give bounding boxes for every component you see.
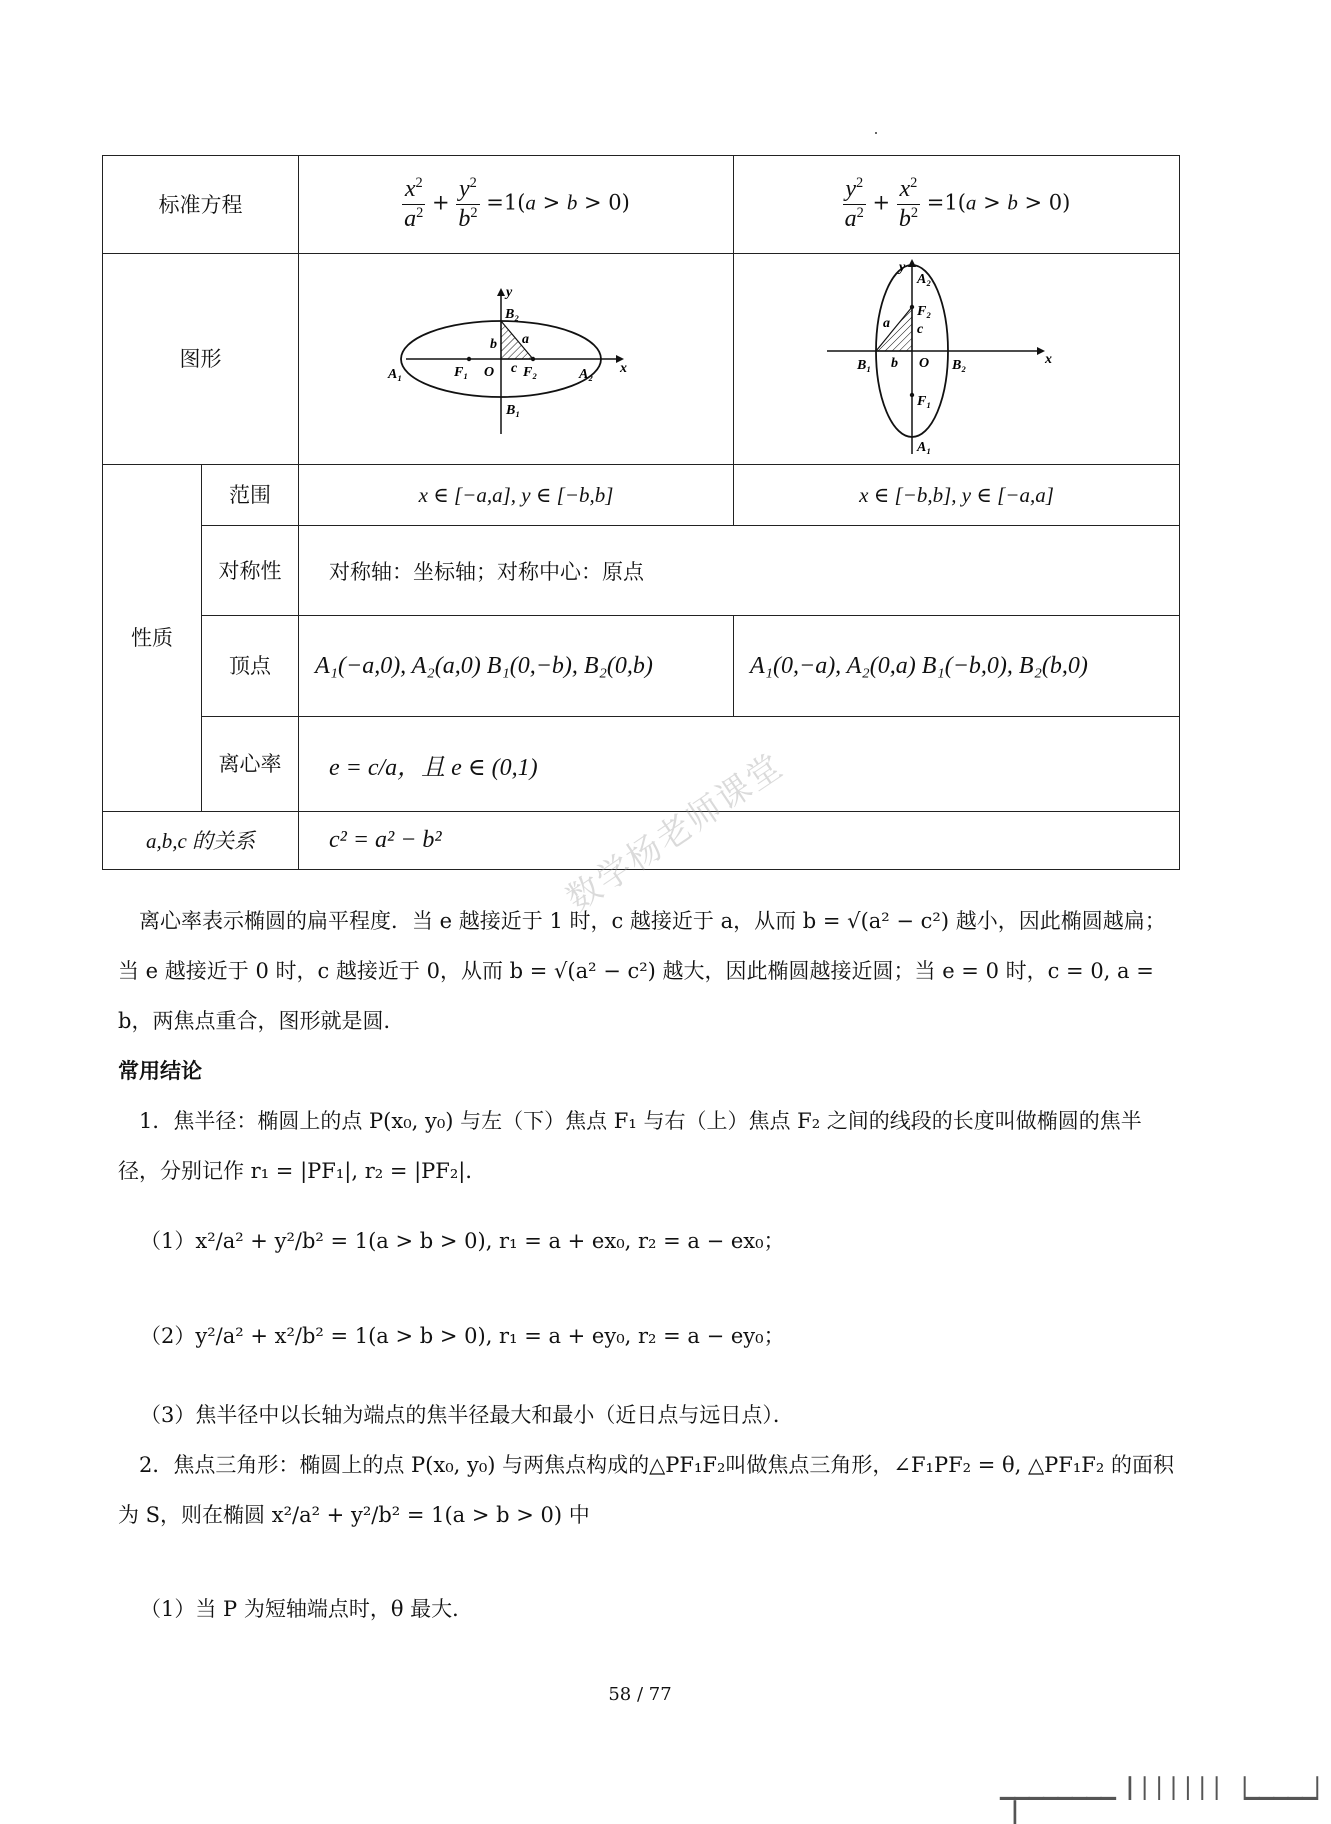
fig-v-label-a: a	[882, 316, 890, 331]
fig-h-label-A2: A₂	[579, 367, 594, 382]
label-properties: 性质	[103, 465, 202, 812]
watermark: 数学杨老师课堂	[559, 745, 791, 920]
item-focal-radius-2: （2）y²/a² + x²/b² = 1(a > b > 0), r₁ = a + ey₀, r₂ = a − ey₀；	[140, 1324, 785, 1348]
item-focal-radius: 1．焦半径：椭圆上的点 P(x₀, y₀) 与左（下）焦点 F₁ 与右（上）焦点 F₂ 之间的线段的长度叫做椭圆的焦半径，分别记作 r₁ = |PF₁|, r₂ = |PF₂|．	[118, 1109, 1142, 1183]
barcode-mark: ▁▁▁▁▁▁▁▁▕▏▏▏▏▏▏▏▕▁▁▁▁▁▏ ▕▏	[1000, 1776, 1331, 1824]
fig-h-label-x: x	[620, 361, 627, 376]
fig-v-label-O: O	[918, 356, 929, 371]
standard-eq-horizontal: $\frac{x^2}{a^2}$ + $\frac{y^2}{b^2}$ =1(a > b > 0)	[299, 156, 734, 254]
fig-h-label-O: O	[484, 365, 495, 380]
paragraph-eccentricity: 离心率表示椭圆的扁平程度．当 e 越接近于 1 时，c 越接近于 a，从而 b = √(a² − c²) 越小，因此椭圆越扁；当 e 越接近于 0 时，c 越接近于 0，从而 b = √(a² − c²) 越大，因此椭圆越接近圆；当 e = 0 时，c = 0, a = b，两焦点重合，图形就是圆．	[118, 909, 1166, 1033]
vertices-vertical: A₁(0,−a), A₂(0,a) B₁(−b,0), B₂(b,0)	[734, 616, 1180, 717]
stray-dot	[875, 132, 877, 134]
fig-h-label-F1: F₁	[454, 365, 469, 380]
range-horizontal: x ∈ [−a,a], y ∈ [−b,b]	[299, 465, 734, 526]
label-eccentricity: 离心率	[202, 717, 299, 812]
fig-v-label-F2: F₂	[916, 304, 931, 319]
heading-common-conclusions: 常用结论	[118, 1059, 202, 1083]
label-range: 范围	[202, 465, 299, 526]
fig-h-label-c: c	[511, 361, 518, 376]
ellipse-horizontal-figure	[299, 254, 734, 465]
fig-v-label-B2: B₂	[951, 358, 966, 373]
fig-h-label-A1: A₁	[388, 367, 403, 382]
fig-v-label-x: x	[1044, 352, 1052, 367]
item-focal-radius-3: （3）焦半径中以长轴为端点的焦半径最大和最小（近日点与远日点）．	[140, 1403, 794, 1427]
fig-v-label-A2: A₂	[916, 272, 931, 287]
item-focal-triangle-1: （1）当 P 为短轴端点时，θ 最大．	[140, 1597, 474, 1621]
fig-h-label-b: b	[490, 337, 497, 352]
fig-v-label-c: c	[916, 322, 923, 337]
standard-eq-vertical: $\frac{y^2}{a^2}$ + $\frac{x^2}{b^2}$ =1(a > b > 0)	[734, 156, 1180, 254]
fig-h-label-F2: F₂	[523, 365, 538, 380]
fig-h-label-y: y	[506, 285, 513, 300]
fig-h-label-B2: B₂	[505, 307, 520, 322]
fig-v-label-y: y	[898, 260, 905, 275]
label-abc-relation: a,b,c 的关系	[103, 812, 299, 870]
ellipse-vertical-figure	[734, 254, 1180, 465]
eccentricity-formula: e = c/a，且 e ∈ (0,1)	[299, 717, 1180, 812]
ellipse-properties-table	[102, 155, 1180, 870]
vertices-horizontal: A₁(−a,0), A₂(a,0) B₁(0,−b), B₂(0,b)	[299, 616, 734, 717]
symmetry-text: 对称轴：坐标轴；对称中心：原点	[299, 526, 1180, 616]
range-vertical: x ∈ [−b,b], y ∈ [−a,a]	[734, 465, 1180, 526]
fig-v-label-F1: F₁	[916, 394, 931, 409]
fig-h-label-a: a	[522, 332, 529, 347]
label-vertices: 顶点	[202, 616, 299, 717]
fig-h-label-B1: B₁	[506, 403, 521, 418]
label-symmetry: 对称性	[202, 526, 299, 616]
fig-v-label-b: b	[890, 356, 898, 371]
page-number: 58 / 77	[608, 1684, 672, 1705]
label-standard-eq: 标准方程	[103, 156, 299, 254]
item-focal-triangle: 2．焦点三角形：椭圆上的点 P(x₀, y₀) 与两焦点构成的△PF₁F₂叫做焦点三角形，∠F₁PF₂ = θ, △PF₁F₂ 的面积为 S，则在椭圆 x²/a² + y²/b² = 1(a > b > 0) 中	[118, 1453, 1174, 1527]
fig-v-label-A1: A₁	[916, 440, 931, 455]
label-graph: 图形	[103, 254, 299, 465]
fig-v-label-B1: B₁	[856, 358, 871, 373]
abc-relation-formula: c² = a² − b²	[299, 812, 1180, 870]
item-focal-radius-1: （1）x²/a² + y²/b² = 1(a > b > 0), r₁ = a + ex₀, r₂ = a − ex₀；	[140, 1229, 785, 1253]
